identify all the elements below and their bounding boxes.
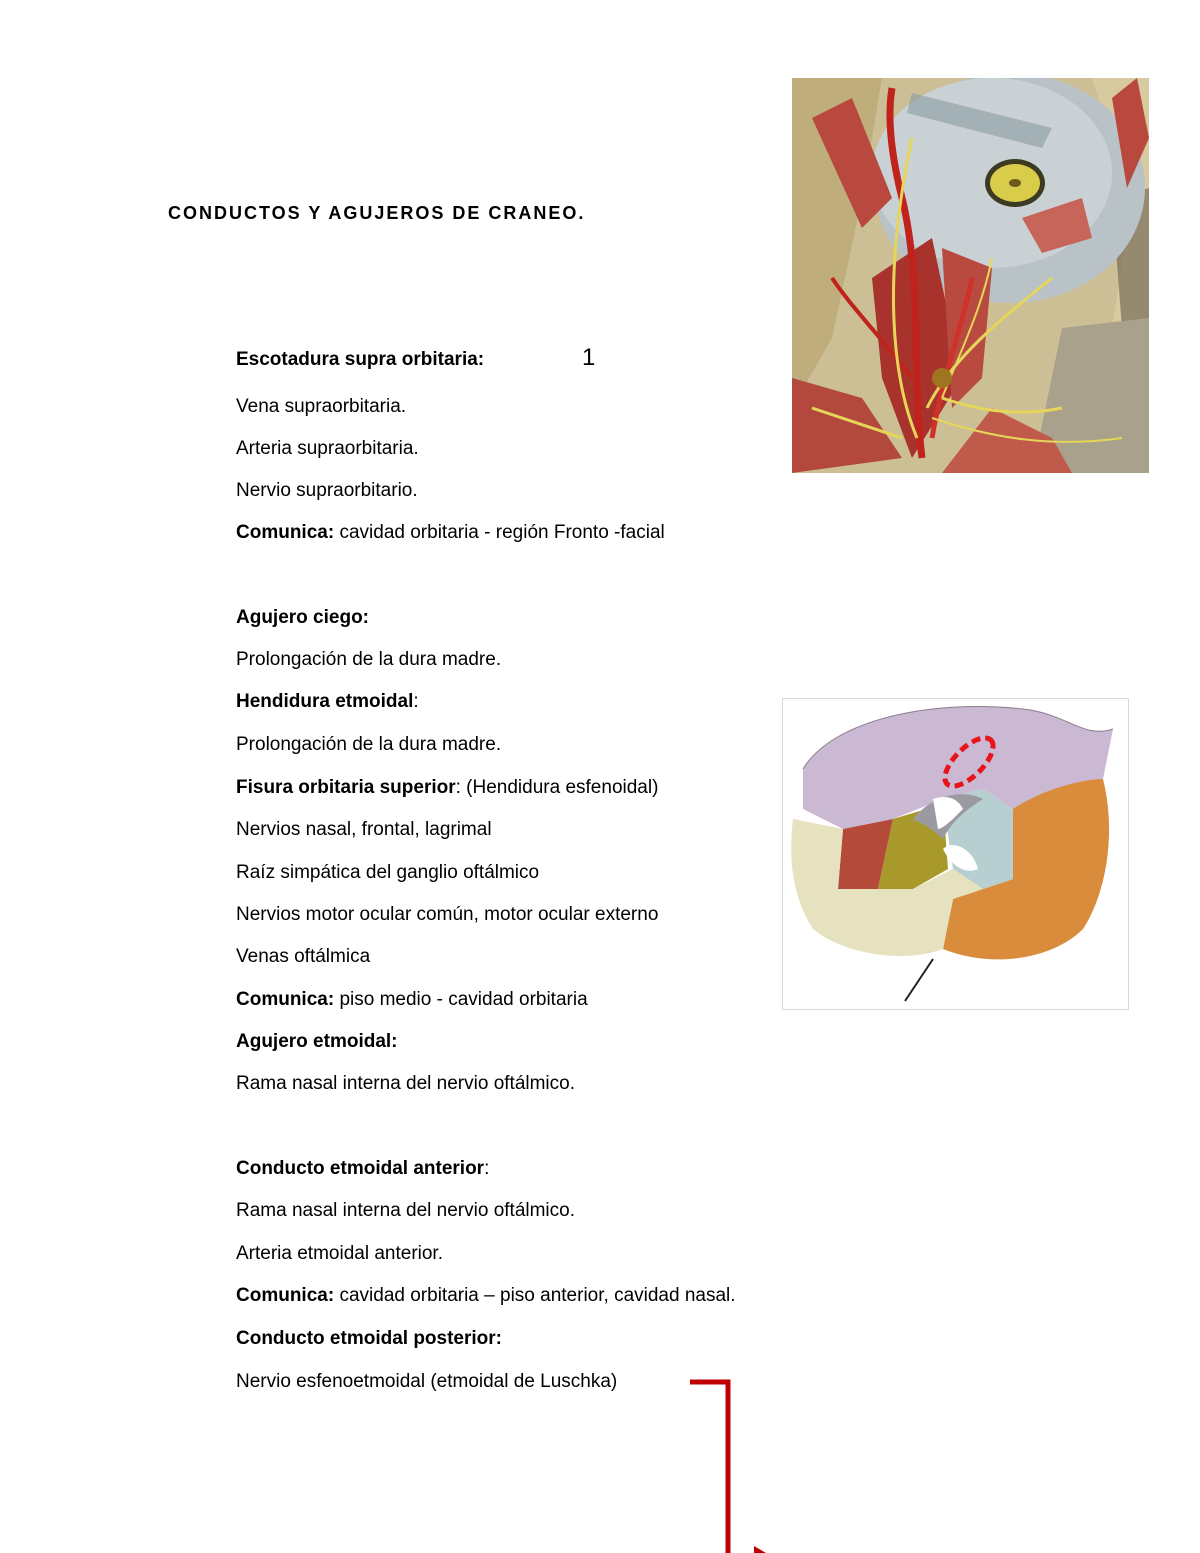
- section-heading: [236, 1157, 489, 1181]
- heading-text: Conducto etmoidal anterior: [236, 1158, 485, 1179]
- section-heading: [236, 348, 484, 372]
- comunica-label: Comunica:: [236, 989, 335, 1010]
- heading-text: Escotadura supra orbitaria:: [236, 349, 485, 370]
- orbital-bones-diagram: [782, 698, 1129, 1010]
- heading-text: Agujero etmoidal:: [236, 1031, 398, 1052]
- text-line: Prolongación de la dura madre.: [236, 649, 502, 670]
- comunica-text: cavidad orbitaria - región Fronto -facial: [334, 522, 665, 543]
- section-heading: [236, 1327, 502, 1351]
- comunica-line: [236, 521, 665, 545]
- heading-text: Agujero ciego:: [236, 607, 370, 628]
- heading-text: Hendidura etmoidal: [236, 691, 414, 712]
- text-line: Nervios motor ocular común, motor ocular externo: [236, 904, 659, 925]
- text-line: Rama nasal interna del nervio oftálmico.: [236, 1073, 576, 1094]
- section-heading: [236, 1030, 398, 1054]
- text-line: Arteria etmoidal anterior.: [236, 1243, 443, 1264]
- comunica-label: Comunica:: [236, 1285, 335, 1306]
- document-title: CONDUCTOS Y AGUJEROS DE CRANEO.: [168, 203, 586, 223]
- comunica-line: [236, 1284, 736, 1308]
- text-line: Prolongación de la dura madre.: [236, 734, 502, 755]
- heading-text: Conducto etmoidal posterior:: [236, 1328, 502, 1349]
- text-line: Venas oftálmica: [236, 946, 371, 967]
- heading-suffix: : (Hendidura esfenoidal): [455, 777, 659, 798]
- text-line: Arteria supraorbitaria.: [236, 438, 419, 459]
- red-arrow-connector: [680, 1370, 800, 1553]
- heading-suffix: :: [484, 1158, 490, 1179]
- page-marker: 1: [582, 344, 596, 371]
- text-line: Nervio supraorbitario.: [236, 480, 418, 501]
- section-heading: [236, 776, 658, 800]
- comunica-label: Comunica:: [236, 522, 335, 543]
- comunica-line: [236, 988, 588, 1012]
- orbit-dissection-illustration: [792, 78, 1149, 473]
- text-line: Raíz simpática del ganglio oftálmico: [236, 862, 540, 883]
- text-line: Nervio esfenoetmoidal (etmoidal de Luschka): [236, 1371, 618, 1392]
- text-line: Rama nasal interna del nervio oftálmico.: [236, 1200, 576, 1221]
- comunica-text: piso medio - cavidad orbitaria: [334, 989, 588, 1010]
- comunica-text: cavidad orbitaria – piso anterior, cavidad nasal.: [334, 1285, 736, 1306]
- section-heading: [236, 606, 369, 630]
- text-line: Vena supraorbitaria.: [236, 396, 407, 417]
- heading-text: Fisura orbitaria superior: [236, 777, 456, 798]
- heading-suffix: :: [413, 691, 419, 712]
- text-line: Nervios nasal, frontal, lagrimal: [236, 819, 492, 840]
- section-heading: [236, 690, 419, 714]
